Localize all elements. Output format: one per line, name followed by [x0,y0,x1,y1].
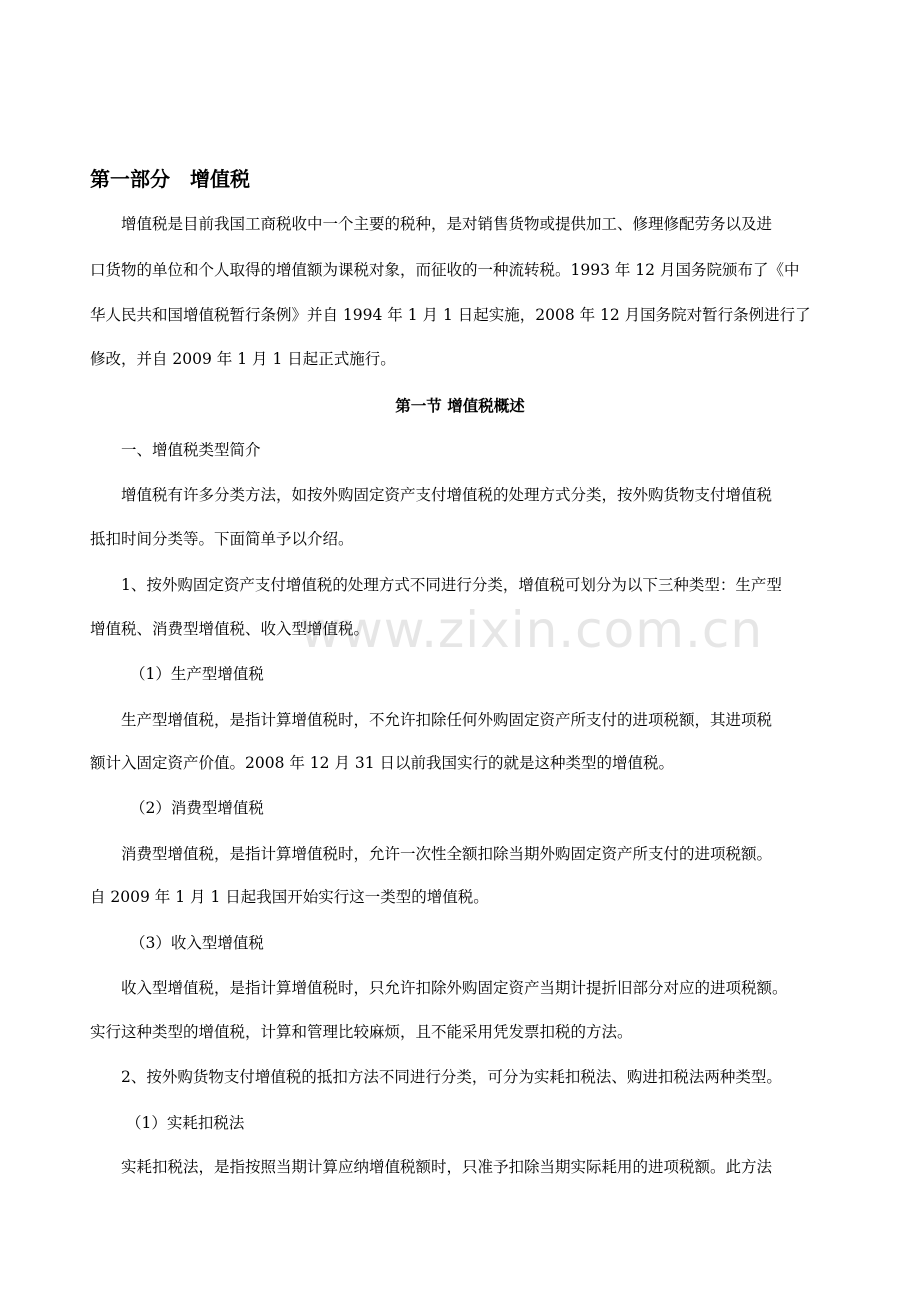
part-title: 第一部分 增值税 [90,167,250,191]
paragraph-line: 实行这种类型的增值税，计算和管理比较麻烦，且不能采用凭发票扣税的方法。 [90,1023,633,1041]
paragraph-line: 生产型增值税，是指计算增值税时，不允许扣除任何外购固定资产所支付的进项税额，其进项税 [121,711,773,729]
paragraph-line: 消费型增值税，是指计算增值税时，允许一次性全额扣除当期外购固定资产所支付的进项税额。 [121,845,773,863]
subheading-actual-consumption: （1）实耗扣税法 [126,1114,245,1132]
paragraph-line: 抵扣时间分类等。下面简单予以介绍。 [90,530,354,548]
intro-line: 口货物的单位和个人取得的增值额为课税对象，而征收的一种流转税。1993 年 12 月国务院颁布了《中 [90,261,800,279]
paragraph-line: 2、按外购货物支付增值税的抵扣方法不同进行分类，可分为实耗扣税法、购进扣税法两种类型。 [121,1068,782,1086]
paragraph-line: 自 2009 年 1 月 1 日起我国开始实行这一类型的增值税。 [90,888,489,906]
watermark: www.zixin.com.cn [300,601,764,659]
subheading-consumption: （2）消费型增值税 [130,799,264,817]
section-title: 第一节 增值税概述 [395,396,525,415]
paragraph-line: 实耗扣税法，是指按照当期计算应纳增值税额时，只准予扣除当期实际耗用的进项税额。此方法 [121,1158,773,1176]
subheading-production: （1）生产型增值税 [130,665,264,683]
intro-line: 增值税是目前我国工商税收中一个主要的税种，是对销售货物或提供加工、修理修配劳务以及进 [121,215,773,233]
intro-line: 华人民共和国增值税暂行条例》并自 1994 年 1 月 1 日起实施，2008 年 12 月国务院对暂行条例进行了 [90,306,811,324]
paragraph-line: 增值税有许多分类方法，如按外购固定资产支付增值税的处理方式分类，按外购货物支付增值税 [121,486,773,504]
paragraph-line: 收入型增值税，是指计算增值税时，只允许扣除外购固定资产当期计提折旧部分对应的进项税额。 [121,979,788,997]
paragraph-line: 额计入固定资产价值。2008 年 12 月 31 日以前我国实行的就是这种类型的增值税。 [90,754,675,772]
paragraph-line: 1、按外购固定资产支付增值税的处理方式不同进行分类，增值税可划分为以下三种类型：生产型 [121,576,782,594]
heading-types: 一、增值税类型简介 [121,441,261,459]
intro-line: 修改，并自 2009 年 1 月 1 日起正式施行。 [90,350,396,368]
subheading-income: （3）收入型增值税 [130,934,264,952]
paragraph-line: 增值税、消费型增值税、收入型增值税。 [90,620,370,638]
